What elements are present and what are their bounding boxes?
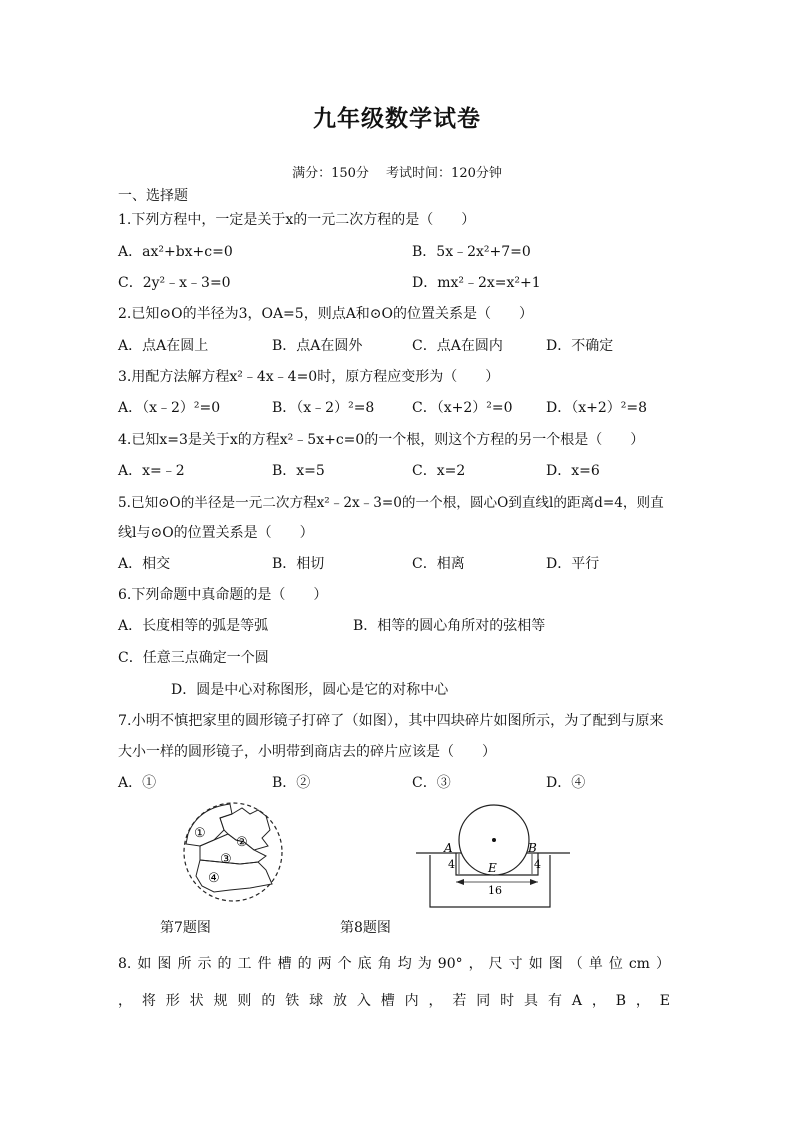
label-E: E	[488, 861, 497, 875]
question-7-stem-line-2: 大小一样的圆形镜子，小明带到商店去的碎片应该是（ ）	[118, 744, 496, 760]
question-5-option-b: B．相切	[272, 556, 325, 572]
section-heading: 一、选择题	[118, 188, 188, 204]
question-3-option-b: B．（x﹣2）²=8	[272, 400, 375, 416]
question-3-option-c: C．（x+2）²=0	[412, 400, 513, 416]
figure-7-caption: 第7题图	[160, 920, 211, 936]
question-6-option-a: A．长度相等的弧是等弧	[118, 618, 269, 634]
question-4-option-b: B．x=5	[272, 463, 325, 479]
figure-8-caption: 第8题图	[340, 920, 391, 936]
piece-label-4: ④	[208, 871, 220, 886]
exam-meta: 满分：150分 考试时间：120分钟	[292, 166, 502, 181]
question-4-option-c: C．x=2	[412, 463, 466, 479]
question-1-option-c: C．2y²﹣x﹣3=0	[118, 275, 231, 291]
mirror-piece-1	[186, 804, 232, 846]
question-2-option-c: C．点A在圆内	[412, 338, 503, 354]
question-1-option-d: D．mx²﹣2x=x²+1	[412, 275, 541, 291]
question-8-line-2: ，将形状规则的铁球放入槽内，若同时具有A，B，E	[118, 993, 670, 1009]
question-5-stem-line-2: 线l与⊙O的位置关系是（ ）	[118, 525, 314, 541]
question-1-option-b: B．5x﹣2x²+7=0	[412, 244, 531, 260]
question-6-option-b: B．相等的圆心角所对的弦相等	[353, 618, 546, 634]
label-depth-left: 4	[448, 858, 455, 871]
question-7-stem-line-1: 7.小明不慎把家里的圆形镜子打碎了（如图），其中四块碎片如图所示，为了配到与原来	[118, 713, 664, 729]
question-2-option-a: A．点A在圆上	[118, 338, 209, 354]
question-6-option-c: C．任意三点确定一个圆	[118, 650, 269, 666]
question-2-option-b: B．点A在圆外	[272, 338, 363, 354]
question-2-option-d: D．不确定	[546, 338, 614, 354]
question-6-stem: 6.下列命题中真命题的是（ ）	[118, 587, 328, 603]
question-4-stem: 4.已知x=3是关于x的方程x²﹣5x+c=0的一个根，则这个方程的另一个根是（ ）	[118, 432, 645, 448]
label-A: A	[444, 841, 453, 855]
piece-label-1: ①	[194, 826, 206, 841]
page-title: 九年级数学试卷	[313, 105, 481, 132]
question-2-stem: 2.已知⊙O的半径为3，OA=5，则点A和⊙O的位置关系是（ ）	[118, 306, 534, 322]
question-7-option-a: A．①	[118, 775, 157, 791]
question-5-option-a: A．相交	[118, 556, 171, 572]
ball-center	[492, 838, 496, 842]
piece-label-2: ②	[236, 835, 248, 850]
question-7-option-b: B．②	[272, 775, 311, 791]
label-depth-right: 4	[534, 858, 541, 871]
piece-label-3: ③	[220, 852, 232, 867]
question-4-option-a: A．x=﹣2	[118, 463, 185, 479]
arrow-right	[530, 879, 538, 885]
question-5-stem-line-1: 5.已知⊙O的半径是一元二次方程x²﹣2x﹣3=0的一个根，圆心O到直线l的距离d=4，则直	[118, 495, 664, 511]
question-5-option-c: C．相离	[412, 556, 465, 572]
question-7-option-d: D．④	[546, 775, 586, 791]
arrow-left	[456, 879, 464, 885]
label-B: B	[528, 841, 537, 855]
question-3-option-d: D．（x+2）²=8	[546, 400, 648, 416]
figure-8-groove	[412, 800, 577, 915]
question-4-option-d: D．x=6	[546, 463, 600, 479]
question-1-stem: 1.下列方程中，一定是关于x的一元二次方程的是（ ）	[118, 212, 476, 228]
question-1-option-a: A．ax²+bx+c=0	[118, 244, 233, 260]
question-3-option-a: A．（x﹣2）²=0	[118, 400, 221, 416]
question-6-option-d: D．圆是中心对称图形，圆心是它的对称中心	[171, 682, 449, 698]
figure-7-broken-mirror	[170, 800, 310, 905]
question-3-stem: 3.用配方法解方程x²﹣4x﹣4=0时，原方程应变形为（ ）	[118, 369, 500, 385]
label-width: 16	[488, 884, 502, 897]
question-8-line-1: 8.如图所示的工件槽的两个底角均为90°，尺寸如图（单位cm）	[118, 956, 670, 972]
question-7-option-c: C．③	[412, 775, 451, 791]
question-5-option-d: D．平行	[546, 556, 600, 572]
